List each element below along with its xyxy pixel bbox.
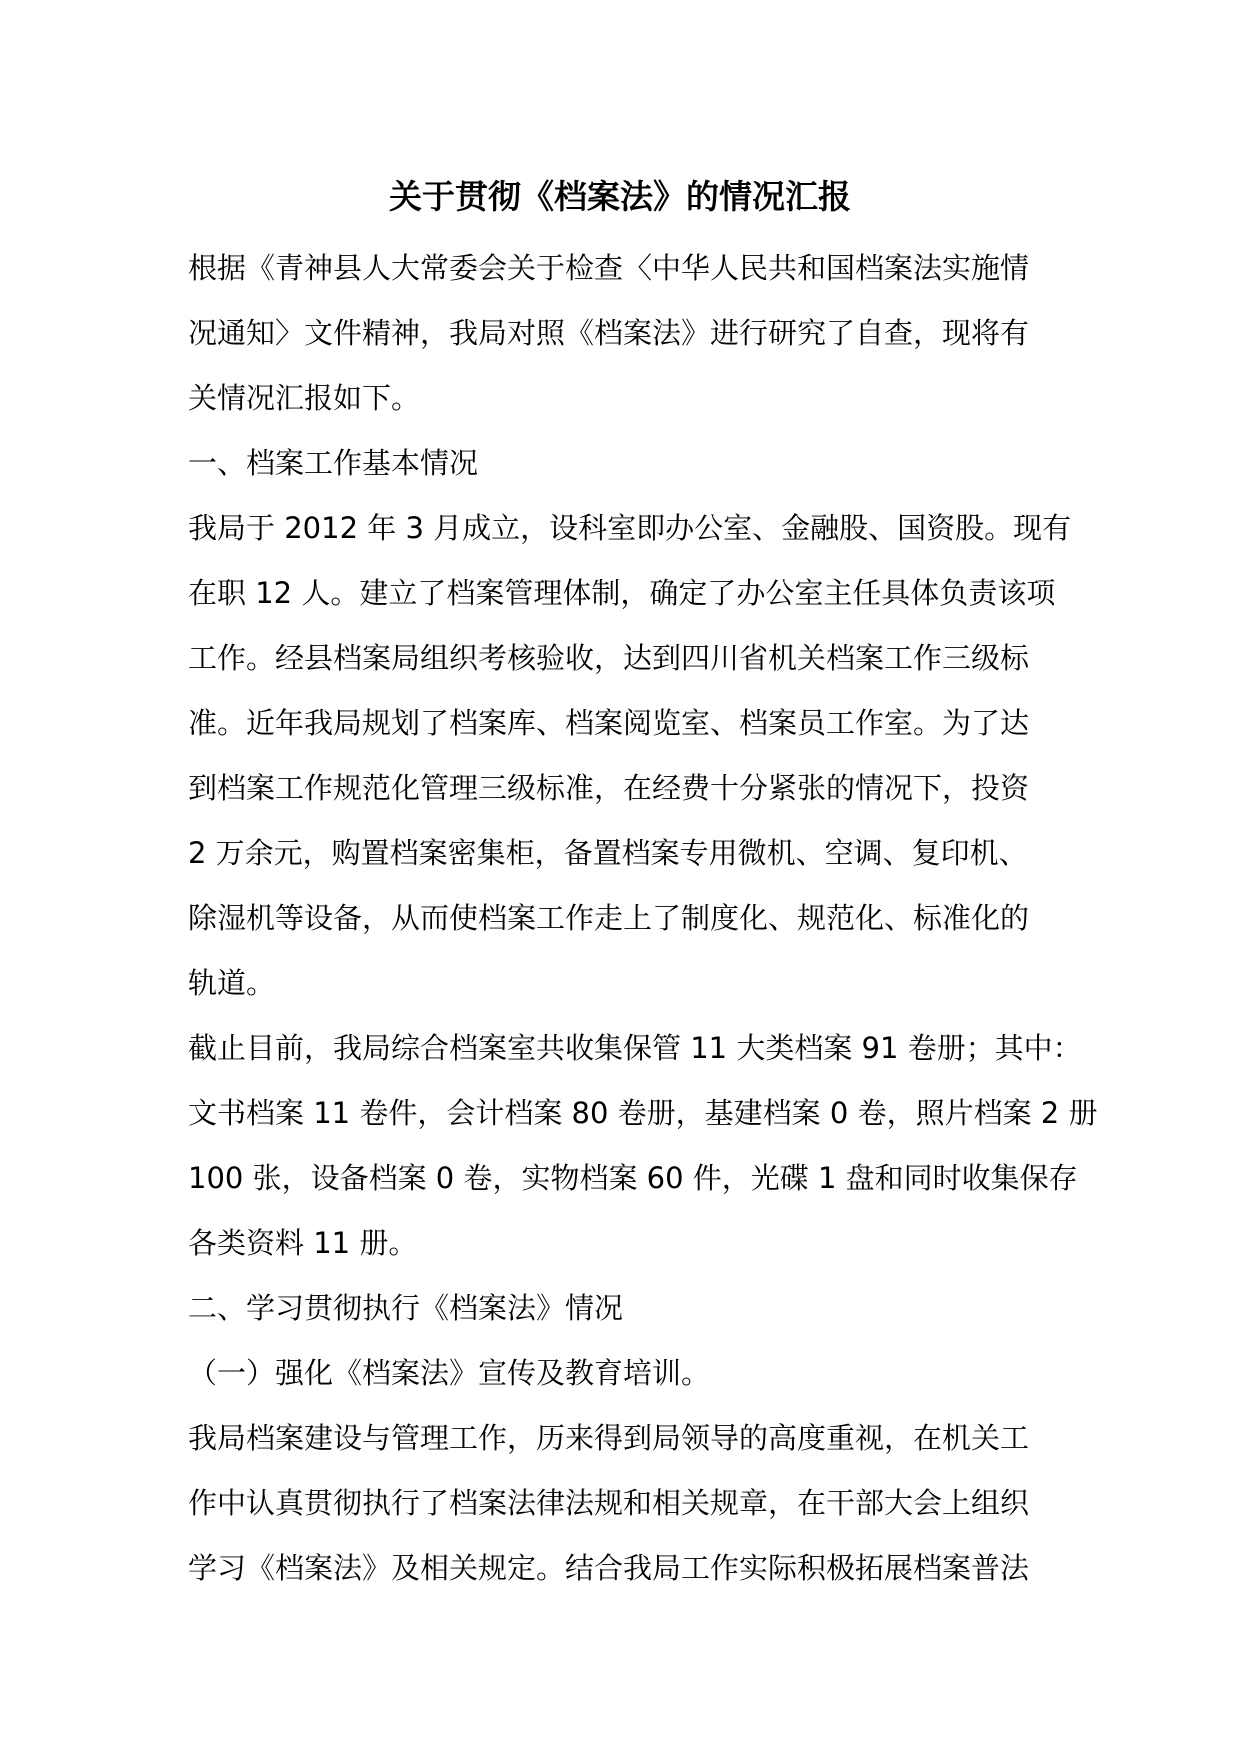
body-line: 截止目前，我局综合档案室共收集保管 11 大类档案 91 卷册；其中：	[188, 1031, 1082, 1065]
body-line: 作中认真贯彻执行了档案法律法规和相关规章，在干部大会上组织	[188, 1486, 1030, 1520]
body-line: 学习《档案法》及相关规定。结合我局工作实际积极拓展档案普法	[188, 1551, 1030, 1585]
body-line: 我局于 2012 年 3 月成立，设科室即办公室、金融股、国资股。现有	[188, 511, 1072, 545]
body-line: 我局档案建设与管理工作，历来得到局领导的高度重视，在机关工	[188, 1421, 1030, 1455]
section-heading-2: 二、学习贯彻执行《档案法》情况	[188, 1291, 624, 1325]
document-title: 关于贯彻《档案法》的情况汇报	[389, 177, 851, 216]
body-line: 100 张，设备档案 0 卷，实物档案 60 件，光碟 1 盘和同时收集保存	[188, 1161, 1078, 1195]
body-line: 工作。经县档案局组织考核验收，达到四川省机关档案工作三级标	[188, 641, 1030, 675]
body-line: 准。近年我局规划了档案库、档案阅览室、档案员工作室。为了达	[188, 706, 1030, 740]
subsection-heading: （一）强化《档案法》宣传及教育培训。	[188, 1356, 711, 1390]
body-line: 2 万余元，购置档案密集柜，备置档案专用微机、空调、复印机、	[188, 836, 1028, 870]
body-line: 根据《青神县人大常委会关于检查〈中华人民共和国档案法实施情	[188, 251, 1030, 285]
body-line: 各类资料 11 册。	[188, 1226, 418, 1260]
document-body	[188, 236, 1098, 1601]
body-line: 况通知〉文件精神，我局对照《档案法》进行研究了自查，现将有	[188, 316, 1030, 350]
body-line: 关情况汇报如下。	[188, 381, 421, 415]
body-line: 到档案工作规范化管理三级标准，在经费十分紧张的情况下，投资	[188, 771, 1030, 805]
section-heading-1: 一、档案工作基本情况	[188, 446, 479, 480]
body-line: 除湿机等设备，从而使档案工作走上了制度化、规范化、标准化的	[188, 901, 1030, 935]
body-line: 文书档案 11 卷件，会计档案 80 卷册，基建档案 0 卷，照片档案 2 册	[188, 1096, 1098, 1130]
body-line: 在职 12 人。建立了档案管理体制，确定了办公室主任具体负责该项	[188, 576, 1056, 610]
body-line: 轨道。	[188, 966, 276, 1000]
